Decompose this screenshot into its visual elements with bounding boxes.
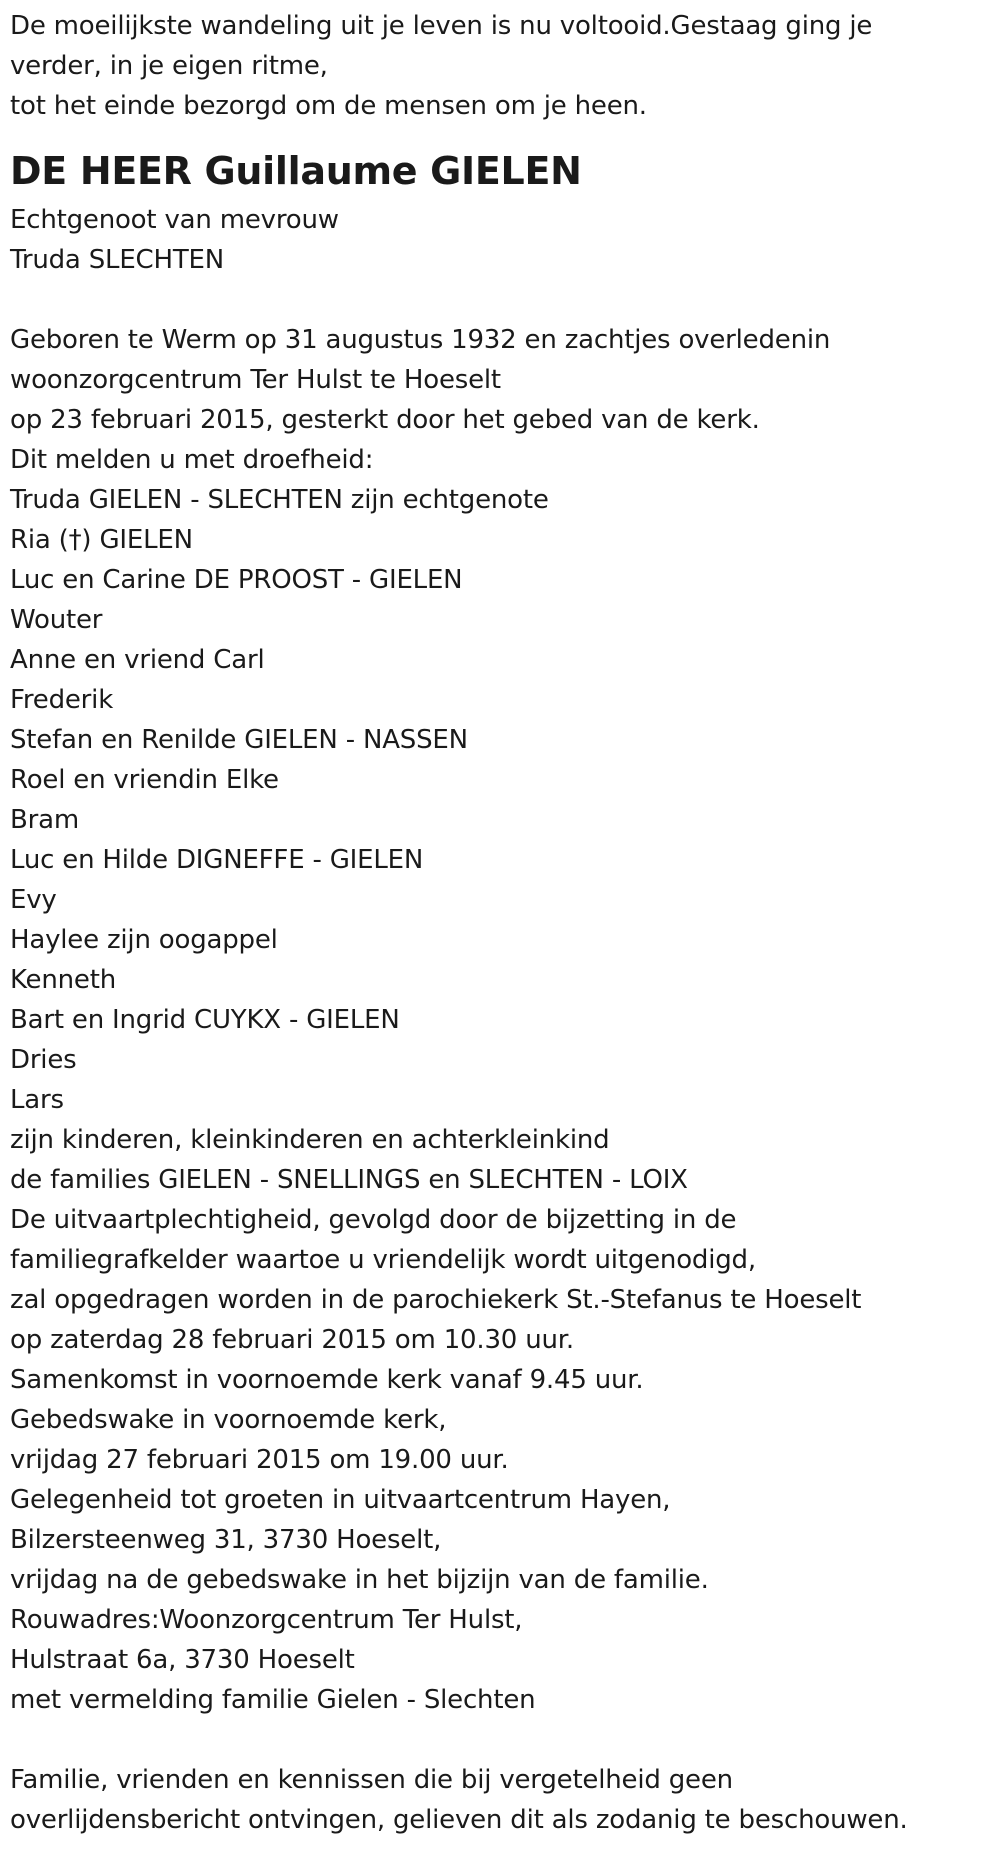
address-line: Rouwadres:Woonzorgcentrum Ter Hulst, <box>10 1605 523 1635</box>
closing-line: Familie, vrienden en kennissen die bij vergetelheid geen <box>10 1765 733 1795</box>
funeral-info-line: Samenkomst in voornoemde kerk vanaf 9.45 uur. <box>10 1365 644 1395</box>
family-member-line: Evy <box>10 885 57 915</box>
section-spacer <box>10 1720 985 1760</box>
address-line: Hulstraat 6a, 3730 Hoeselt <box>10 1645 355 1675</box>
funeral-info-line: Bilzersteenweg 31, 3730 Hoeselt, <box>10 1525 442 1555</box>
family-member-line: Frederik <box>10 685 114 715</box>
closing-note <box>10 1760 985 1840</box>
body-line: de families GIELEN - SNELLINGS en SLECHTEN - LOIX <box>10 1165 688 1195</box>
section-spacer <box>10 280 985 320</box>
body-line: Dit melden u met droefheid: <box>10 445 374 475</box>
body-line: op 23 februari 2015, gesterkt door het gebed van de kerk. <box>10 405 760 435</box>
spouse-line: Truda SLECHTEN <box>10 245 225 275</box>
family-member-line: Ria (†) GIELEN <box>10 525 193 555</box>
closing-line: overlijdensbericht ontvingen, gelieven dit als zodanig te beschouwen. <box>10 1805 908 1835</box>
family-member-line: Bram <box>10 805 79 835</box>
intro-line: verder, in je eigen ritme, <box>10 51 328 81</box>
obituary-body <box>10 320 985 1720</box>
intro-line: tot het einde bezorgd om de mensen om je heen. <box>10 91 647 121</box>
family-member-line: Stefan en Renilde GIELEN - NASSEN <box>10 725 468 755</box>
family-member-line: Dries <box>10 1045 77 1075</box>
family-member-line: Anne en vriend Carl <box>10 645 265 675</box>
funeral-info-line: familiegrafkelder waartoe u vriendelijk wordt uitgenodigd, <box>10 1245 756 1275</box>
family-member-line: Lars <box>10 1085 64 1115</box>
funeral-info-line: Gebedswake in voornoemde kerk, <box>10 1405 447 1435</box>
funeral-info-line: vrijdag na de gebedswake in het bijzijn van de familie. <box>10 1565 709 1595</box>
intro-poem <box>10 6 985 126</box>
spouse-line: Echtgenoot van mevrouw <box>10 205 339 235</box>
funeral-info-line: Gelegenheid tot groeten in uitvaartcentrum Hayen, <box>10 1485 671 1515</box>
family-member-line: Luc en Hilde DIGNEFFE - GIELEN <box>10 845 424 875</box>
family-member-line: Luc en Carine DE PROOST - GIELEN <box>10 565 463 595</box>
funeral-info-line: vrijdag 27 februari 2015 om 19.00 uur. <box>10 1445 509 1475</box>
family-member-line: Kenneth <box>10 965 116 995</box>
family-member-line: Bart en Ingrid CUYKX - GIELEN <box>10 1005 400 1035</box>
body-line: woonzorgcentrum Ter Hulst te Hoeselt <box>10 365 501 395</box>
funeral-info-line: op zaterdag 28 februari 2015 om 10.30 uur. <box>10 1325 574 1355</box>
intro-line: De moeilijkste wandeling uit je leven is nu voltooid.Gestaag ging je <box>10 11 873 41</box>
body-line: zijn kinderen, kleinkinderen en achterkleinkind <box>10 1125 610 1155</box>
family-member-line: Roel en vriendin Elke <box>10 765 279 795</box>
spouse-section <box>10 200 985 280</box>
family-member-line: Wouter <box>10 605 103 635</box>
family-member-line: Haylee zijn oogappel <box>10 925 278 955</box>
family-member-line: Truda GIELEN - SLECHTEN zijn echtgenote <box>10 485 549 515</box>
deceased-name-title: DE HEER Guillaume GIELEN <box>10 149 582 193</box>
address-line: met vermelding familie Gielen - Slechten <box>10 1685 536 1715</box>
funeral-info-line: De uitvaartplechtigheid, gevolgd door de bijzetting in de <box>10 1205 737 1235</box>
body-line: Geboren te Werm op 31 augustus 1932 en zachtjes overledenin <box>10 325 831 355</box>
funeral-info-line: zal opgedragen worden in de parochiekerk St.-Stefanus te Hoeselt <box>10 1285 862 1315</box>
obituary-page <box>10 6 985 1840</box>
